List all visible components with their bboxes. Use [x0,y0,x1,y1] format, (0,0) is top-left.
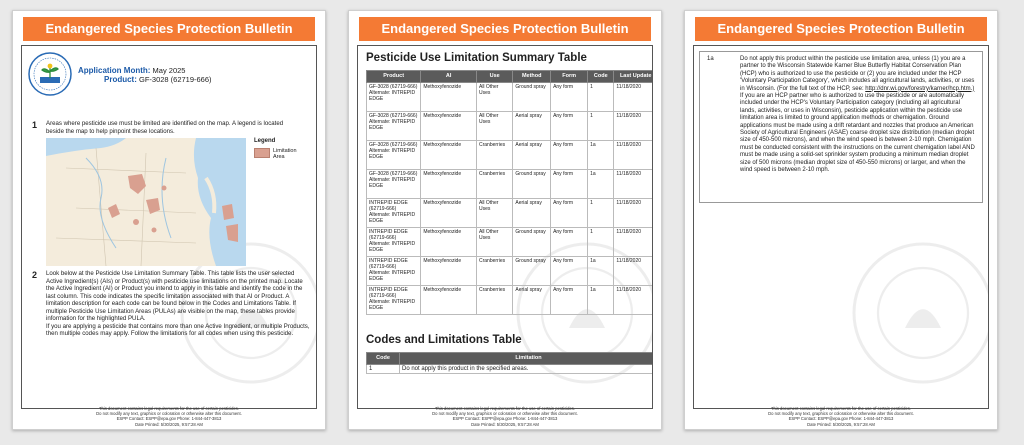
footer-line: Do not modify any text, graphics or coloration or otherwise alter this document. [768,411,914,417]
application-month-label: Application Month: [78,66,151,75]
footer-line: This document contains legal requirements for the use of certain pesticides. [770,405,912,411]
footer-line: Date Printed: 5/30/2025, 9:57:28 AM [807,421,875,427]
table-cell: Methoxyfenozide [421,199,477,228]
product-value: GF-3028 (62719-666) [138,75,212,84]
limitation-code: 1a [707,56,714,62]
table-row [367,141,654,170]
step-1-number: 1 [32,120,38,130]
limitation-area-swatch [254,148,270,158]
bulletin-banner: Endangered Species Protection Bulletin [695,17,987,41]
table-cell: Methoxyfenozide [421,286,477,315]
bulletin-banner: Endangered Species Protection Bulletin [359,17,651,41]
table-cell: Ground spray [513,257,551,286]
application-info [78,66,212,84]
limitation-detail-box [699,51,983,203]
page-content-frame [357,45,653,409]
epa-seal-watermark-icon [848,238,989,388]
page-footer [13,406,325,427]
epa-logo-icon [28,52,72,96]
table-cell: GF-3028 (62719-666) Alternate: INTREPID EDGE [367,170,421,199]
table-row [367,365,654,374]
limitation-cell: Do not apply this product in the specified areas. [400,365,654,374]
summary-table-title: Pesticide Use Limitation Summary Table [366,52,587,64]
footer-line: Do not modify any text, graphics or coloration or otherwise alter this document. [432,411,578,417]
table-cell: 1a [588,286,614,315]
footer-line: ESPP Contact: ESPP@epa.gov Phone: 1-844-447-3813 [452,416,558,422]
footer-line: Do not modify any text, graphics or coloration or otherwise alter this document. [96,411,242,417]
table-cell: 11/18/2020 [614,170,653,199]
table-cell: All Other Uses [476,112,512,141]
table-cell: Methoxyfenozide [421,170,477,199]
step-1-text: Areas where pesticide use must be limited are identified on the map. A legend is located beside the map to help pinpoint these locations. [46,120,284,135]
table-cell: Methoxyfenozide [421,83,477,112]
table-cell: 1 [588,112,614,141]
table-cell: INTREPID EDGE (62719-666) Alternate: INTREPID EDGE [367,199,421,228]
table-cell: Methoxyfenozide [421,112,477,141]
table-row [367,112,654,141]
step-2-paragraph: Look below at the Pesticide Use Limitation Summary Table. This table lists the user selected Active Ingredient(s) (AIs) or Product(s) with pesticide use limitations on the printed map. Locate the Active Ingredient (AI) or Product you intend to apply in this table and identify the code in the last column. This code indicates the specific limitation associated with that AI or Product. A limitation description for each code can be found below in the Codes and Limitations Table. If multiple Pesticide Use Limitation Areas (PULAs) are visible on the map, these tables provide information for the highlighted PULA. [46,270,303,322]
application-month-value: May 2025 [152,66,186,75]
column-header: Limitation [400,353,654,365]
table-cell: Ground spray [513,228,551,257]
code-cell: 1 [367,365,400,374]
step-2-paragraph-b: If you are applying a pesticide that contains more than one Active Ingredient, or multiple Products, then multiple codes may apply. Follow the limitations for all codes when using this pesticide. [46,322,310,337]
table-cell: INTREPID EDGE (62719-666) Alternate: INTREPID EDGE [367,228,421,257]
column-header: Form [551,71,588,83]
table-cell: All Other Uses [476,83,512,112]
table-cell: Any form [551,228,588,257]
table-cell: All Other Uses [476,228,512,257]
product-label: Product: [104,75,137,84]
pula-map[interactable] [46,138,246,266]
step-2-number: 2 [32,270,38,280]
limitation-text-part-b: If you are an HCP partner who is authorized to use the pesticide or are automatically included under the HCP's Voluntary Participation category (including all agricultural lands, activities, or uses in Wisconsin), pesticide application within the pesticide use limitation area is limited to ground application methods or chemigation. Ground applications must be made using a drift retardant and nozzles that produce an American Society of Agricultural Engineers (ASAE) coarse droplet size distribution (median droplet size of 450-500 microns), and when the wind speed is between 2-10 mph. Chemigation must be conducted consistent with the instructions on the current chemigation label AND must be made using a solid-set sprinkler system producing a minimum median droplet size of 500 microns (median droplet size of 450-550 microns) or larger, and when the wind speed is between 2-10 mph. [740,93,975,174]
table-cell: Methoxyfenozide [421,228,477,257]
column-header: AI [421,71,477,83]
table-row [367,228,654,257]
summary-header-row [367,71,654,83]
column-header: Code [588,71,614,83]
footer-line: Date Printed: 5/30/2025, 9:57:28 AM [471,421,539,427]
table-cell: 11/18/2020 [614,199,653,228]
table-cell: Ground spray [513,170,551,199]
footer-line: ESPP Contact: ESPP@epa.gov Phone: 1-844-447-3813 [788,416,894,422]
table-row [367,257,654,286]
table-cell: Aerial spray [513,286,551,315]
table-cell: Methoxyfenozide [421,257,477,286]
page-content-frame [21,45,317,409]
table-cell: Methoxyfenozide [421,141,477,170]
table-cell: 11/18/2020 [614,228,653,257]
table-row [367,199,654,228]
table-cell: 1a [588,257,614,286]
footer-line: This document contains legal requirements for the use of certain pesticides. [98,405,240,411]
legend-item-label: Limitation Area [273,148,297,160]
table-row [367,83,654,112]
bulletin-page-1 [12,10,326,430]
column-header: Last Update [614,71,653,83]
table-cell: Aerial spray [513,199,551,228]
table-cell: GF-3028 (62719-666) Alternate: INTREPID EDGE [367,112,421,141]
table-cell: Cranberries [476,170,512,199]
table-cell: GF-3028 (62719-666) Alternate: INTREPID EDGE [367,83,421,112]
limitation-text [740,56,976,175]
table-cell: Any form [551,83,588,112]
table-cell: All Other Uses [476,199,512,228]
table-row [367,286,654,315]
table-cell: Cranberries [476,286,512,315]
pesticide-summary-table [366,70,653,315]
table-cell: Aerial spray [513,112,551,141]
footer-line: ESPP Contact: ESPP@epa.gov Phone: 1-844-447-3813 [116,416,222,422]
table-cell: Aerial spray [513,141,551,170]
codes-limitations-table [366,352,653,374]
bulletin-page-3 [684,10,998,430]
summary-table-body [367,83,654,315]
table-cell: Ground spray [513,83,551,112]
table-cell: Any form [551,257,588,286]
table-cell: 1 [588,83,614,112]
limitation-text-part-a: Do not apply this product within the pesticide use limitation area, unless (1) you are a partner to the Wisconsin Statewide Karner Blue Butterfly Habitat Conservation Plan (HCP) who is authorized to use the pesticide or (2) you are included under the HCP 'Voluntary Participation Category', which includes all agricultural lands, activities, or uses in Wisconsin. (For the full text of the HCP, see: [740,56,975,92]
table-cell: 11/18/2020 [614,83,653,112]
page-footer [349,406,661,427]
table-cell: Any form [551,199,588,228]
table-cell: INTREPID EDGE (62719-666) Alternate: INTREPID EDGE [367,286,421,315]
table-cell: Any form [551,141,588,170]
map-legend [254,138,303,160]
table-cell: 1a [588,141,614,170]
hcp-link[interactable]: http://dnr.wi.gov/forestry/karner/hcp.htm.) [865,85,975,92]
table-cell: 11/18/2020 [614,141,653,170]
table-cell: Any form [551,170,588,199]
column-header: Use [476,71,512,83]
column-header: Code [367,353,400,365]
table-cell: INTREPID EDGE (62719-666) Alternate: INTREPID EDGE [367,257,421,286]
column-header: Product [367,71,421,83]
table-cell: Cranberries [476,257,512,286]
footer-line: This document contains legal requirements for the use of certain pesticides. [434,405,576,411]
bulletin-banner: Endangered Species Protection Bulletin [23,17,315,41]
table-cell: 1 [588,228,614,257]
codes-header-row [367,353,654,365]
table-row [367,170,654,199]
page-content-frame [693,45,989,409]
page-footer [685,406,997,427]
table-cell: 11/18/2020 [614,286,653,315]
legend-title: Legend [254,138,276,144]
table-cell: 11/18/2020 [614,112,653,141]
table-cell: Any form [551,286,588,315]
table-cell: 1a [588,170,614,199]
table-cell: Cranberries [476,141,512,170]
codes-table-title: Codes and Limitations Table [366,334,522,346]
step-2-text [46,270,310,338]
table-cell: GF-3028 (62719-666) Alternate: INTREPID EDGE [367,141,421,170]
bulletin-page-2 [348,10,662,430]
footer-line: Date Printed: 5/30/2025, 9:57:28 AM [135,421,203,427]
table-cell: 1 [588,199,614,228]
table-cell: 11/18/2020 [614,257,653,286]
table-cell: Any form [551,112,588,141]
column-header: Method [513,71,551,83]
